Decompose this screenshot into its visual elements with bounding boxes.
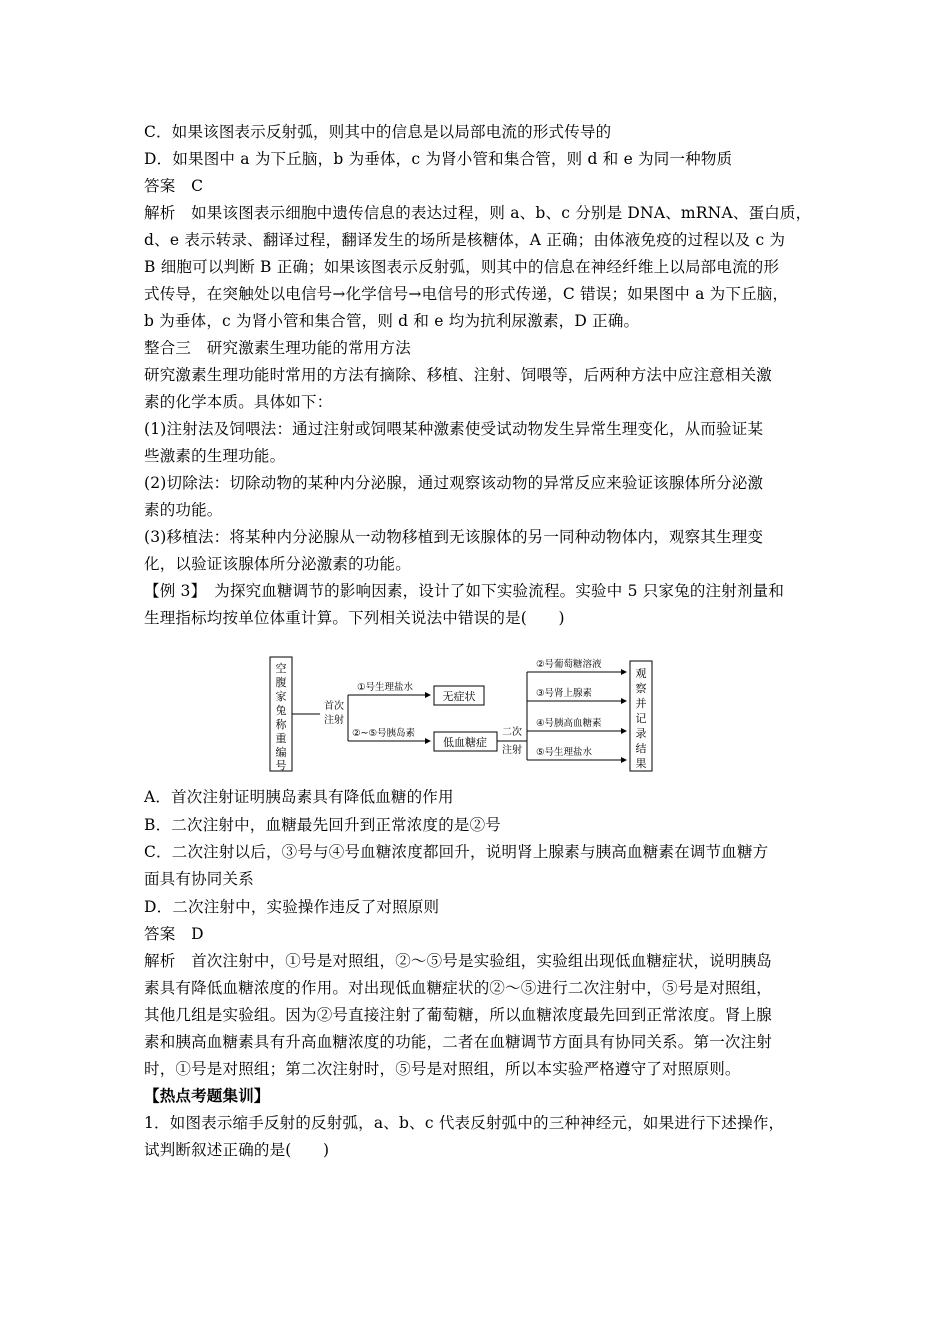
analysis-prev-line: b 为垂体，c 为肾小管和集合管，则 d 和 e 均为抗利尿激素，D 正确。 <box>144 312 640 330</box>
second-injection-label: 二次 <box>502 727 522 738</box>
left-box-char: 编 <box>275 746 287 759</box>
option-d-prev: D．如果图中 a 为下丘脑，b 为垂体，c 为肾小管和集合管，则 d 和 e 为同一种物质 <box>144 150 733 168</box>
method-2-line: (2)切除法：切除动物的某种内分泌腺，通过观察该动物的异常反应来验证该腺体所分泌激 <box>144 474 764 492</box>
left-box-char: 家 <box>275 690 287 703</box>
left-box-char: 空 <box>275 662 287 675</box>
left-box-char: 重 <box>275 732 287 745</box>
right-box-char: 并 <box>635 697 647 710</box>
second-label: ④号胰高血糖素 <box>536 718 602 729</box>
analysis-line: 素具有降低血糖浓度的作用。对出现低血糖症状的②～⑤进行二次注射中，⑤号是对照组， <box>144 979 773 997</box>
second-label: ②号葡萄糖溶液 <box>536 659 602 670</box>
option-a: A．首次注射证明胰岛素具有降低血糖的作用 <box>144 788 454 806</box>
analysis-prev-line: 解析 如果该图表示细胞中遗传信息的表达过程，则 a、b、c 分别是 DNA、mRNA、蛋白质， <box>144 204 812 222</box>
option-c: 面具有协同关系 <box>144 870 254 888</box>
paragraph-line: 素的化学本质。具体如下： <box>144 393 333 411</box>
method-3-line: (3)移植法：将某种内分泌腺从一动物移植到无该腺体的另一同种动物体内，观察其生理变 <box>144 528 764 546</box>
option-b: B．二次注射中，血糖最先回升到正常浓度的是②号 <box>144 816 501 834</box>
left-box-char: 腹 <box>275 676 287 689</box>
second-injection-label: 注射 <box>502 745 522 756</box>
method-1-line: (1)注射法及饲喂法：通过注射或饲喂某种激素使受试动物发生异常生理变化，从而验证某 <box>144 420 764 438</box>
first-injection-label: 首次 <box>324 701 344 712</box>
method-1-line: 些激素的生理功能。 <box>144 447 286 465</box>
example-3-question: 生理指标均按单位体重计算。下列相关说法中错误的是( ) <box>144 609 565 627</box>
first-injection-label: 注射 <box>324 715 344 726</box>
second-label: ⑤号生理盐水 <box>536 747 593 758</box>
left-box-text <box>276 661 288 772</box>
left-box-char: 兔 <box>275 704 287 717</box>
answer: 答案 D <box>144 925 204 943</box>
hot-topics-heading: 【热点考题集训】 <box>144 1086 270 1105</box>
question-1: 试判断叙述正确的是( ) <box>144 1141 330 1159</box>
right-box-char: 结 <box>635 742 647 755</box>
right-box-text <box>636 667 647 770</box>
analysis-prev-line: d、e 表示转录、翻译过程，翻译发生的场所是核糖体，A 正确；由体液免疫的过程以及 c 为 <box>144 231 786 249</box>
analysis-line: 时，①号是对照组；第二次注射时，⑤号是对照组，所以本实验严格遵守了对照原则。 <box>144 1060 741 1078</box>
analysis-line: 解析 首次注射中，①号是对照组，②～⑤号是实验组，实验组出现低血糖症状，说明胰岛 <box>144 952 773 970</box>
option-c-prev: C．如果该图表示反射弧，则其中的信息是以局部电流的形式传导的 <box>144 123 612 141</box>
branch2-label: ②~⑤号胰岛素 <box>352 728 415 739</box>
right-box-char: 果 <box>635 757 647 770</box>
second-label: ③号肾上腺素 <box>536 688 593 699</box>
paragraph-line: 研究激素生理功能时常用的方法有摘除、移植、注射、饲喂等，后两种方法中应注意相关激 <box>144 366 773 384</box>
method-3-line: 化，以验证该腺体所分泌激素的功能。 <box>144 555 411 573</box>
example-3-question: 【例 3】 为探究血糖调节的影响因素，设计了如下实验流程。实验中 5 只家兔的注射剂量和 <box>144 582 785 600</box>
branch1-label: ①号生理盐水 <box>357 682 414 693</box>
right-box-char: 观 <box>635 667 647 680</box>
section-heading: 整合三 研究激素生理功能的常用方法 <box>144 339 411 357</box>
analysis-prev-line: 式传导，在突触处以电信号→化学信号→电信号的形式传递，C 错误；如果图中 a 为下丘脑， <box>144 285 789 303</box>
experiment-flow-diagram <box>268 655 664 775</box>
method-2-line: 素的功能。 <box>144 501 223 519</box>
analysis-line: 素和胰高血糖素具有升高血糖浓度的功能，二者在血糖调节方面具有协同关系。第一次注射 <box>144 1033 773 1051</box>
right-box-char: 录 <box>635 727 647 740</box>
right-box-char: 记 <box>635 712 647 725</box>
no-symptom-text: 无症状 <box>442 690 476 703</box>
right-box-char: 察 <box>635 682 647 695</box>
analysis-line: 其他几组是实验组。因为②号直接注射了葡萄糖，所以血糖浓度最先回到正常浓度。肾上腺 <box>144 1006 773 1024</box>
left-box-char: 称 <box>275 718 287 731</box>
option-c: C．二次注射以后，③号与④号血糖浓度都回升，说明肾上腺素与胰高血糖素在调节血糖方 <box>144 843 769 861</box>
question-1: 1．如图表示缩手反射的反射弧，a、b、c 代表反射弧中的三种神经元，如果进行下述操作， <box>144 1114 785 1132</box>
answer-prev: 答案 C <box>144 177 204 195</box>
hypoglycemia-text: 低血糖症 <box>443 736 487 749</box>
left-box-char: 号 <box>275 759 287 772</box>
analysis-prev-line: B 细胞可以判断 B 正确；如果该图表示反射弧，则其中的信息在神经纤维上以局部电流的形 <box>144 258 780 276</box>
option-d: D．二次注射中，实验操作违反了对照原则 <box>144 898 440 916</box>
